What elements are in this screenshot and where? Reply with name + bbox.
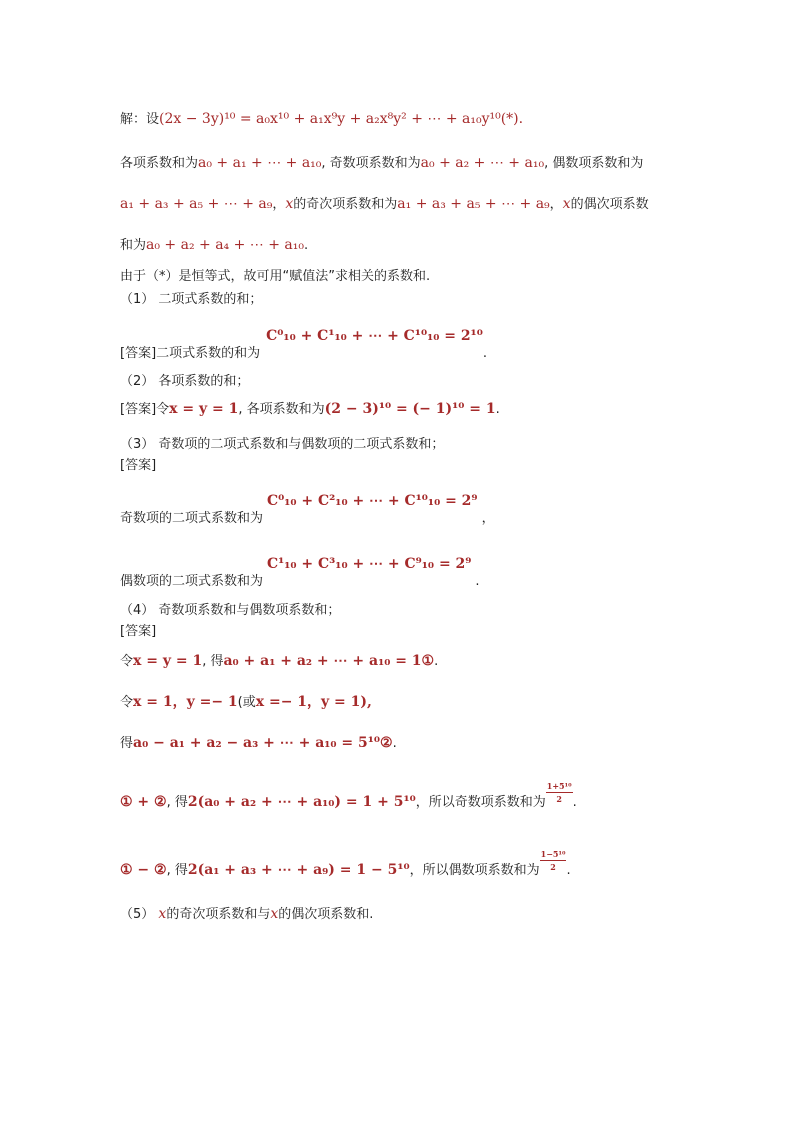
q4-line-5 bbox=[120, 849, 571, 883]
desc-math: a₁ + a₃ + a₅ + ⋯ + a₉ bbox=[397, 196, 550, 212]
q4-text: , 得 bbox=[202, 654, 224, 669]
desc-text: , 奇数项系数和为 bbox=[321, 156, 421, 171]
q2-answer-label: [答案]令 bbox=[120, 402, 170, 417]
desc-text: 各项系数和为 bbox=[120, 156, 199, 171]
intro-label: 解：设 bbox=[120, 112, 160, 127]
q4-math: x = y = 1 bbox=[133, 653, 203, 669]
q4-text: 令 bbox=[120, 654, 134, 669]
desc-var: x bbox=[562, 196, 571, 212]
q4-answer-label: [答案] bbox=[120, 624, 157, 639]
desc-line-3 bbox=[120, 234, 308, 253]
q4-fraction bbox=[546, 780, 573, 805]
desc-math: a₀ + a₁ + ⋯ + a₁₀ bbox=[198, 155, 322, 171]
fraction-numerator: 1+5¹⁰ bbox=[546, 781, 572, 791]
q4-math: ① + ② bbox=[120, 794, 167, 810]
q1-answer bbox=[120, 325, 487, 361]
q3-answer-label: [答案] bbox=[120, 458, 157, 473]
fraction-denominator: 2 bbox=[550, 862, 556, 872]
q4-text: . bbox=[392, 736, 397, 751]
desc-text: 的偶次项系数 bbox=[570, 197, 649, 212]
desc-math: a₀ + a₂ + ⋯ + a₁₀ bbox=[420, 155, 545, 171]
desc-text: 和为 bbox=[120, 238, 147, 253]
q1-math: C⁰₁₀ + C¹₁₀ + ⋯ + C¹⁰₁₀ = 2¹⁰ bbox=[266, 328, 483, 344]
fraction-numerator: 1−5¹⁰ bbox=[540, 849, 566, 859]
q4-math: a₀ − a₁ + a₂ − a₃ + ⋯ + a₁₀ = 5¹⁰② bbox=[133, 735, 393, 751]
q2-answer bbox=[120, 398, 500, 417]
desc-text: ， bbox=[272, 197, 286, 212]
q4-math: ① − ② bbox=[120, 862, 167, 878]
q4-title: （4） 奇数项系数和与偶数项系数和； bbox=[120, 603, 341, 618]
q4-text: 得 bbox=[120, 736, 134, 751]
desc-line-1 bbox=[120, 152, 643, 171]
q3-even-math: C¹₁₀ + C³₁₀ + ⋯ + C⁹₁₀ = 2⁹ bbox=[267, 556, 472, 572]
desc-text: 的奇次项系数和为 bbox=[293, 197, 398, 212]
q4-line-2 bbox=[120, 691, 372, 711]
desc-text: , 偶数项系数和为 bbox=[544, 156, 644, 171]
q1-title: （1） 二项式系数的和； bbox=[120, 292, 263, 307]
q5-text: （5） bbox=[120, 907, 159, 922]
q4-math: a₀ + a₁ + a₂ + ⋯ + a₁₀ = 1① bbox=[223, 653, 435, 669]
q4-math: 2(a₀ + a₂ + ⋯ + a₁₀) = 1 + 5¹⁰ bbox=[187, 794, 416, 810]
q2-end: . bbox=[495, 402, 500, 417]
q5-line bbox=[120, 903, 373, 922]
q4-text: , 得 bbox=[166, 863, 188, 878]
q3-even-end: . bbox=[475, 574, 480, 589]
q4-text: . bbox=[566, 863, 571, 878]
q1-end: . bbox=[482, 346, 487, 361]
q4-text: . bbox=[434, 654, 439, 669]
q4-fraction bbox=[540, 848, 567, 873]
q4-text: , 得 bbox=[166, 795, 188, 810]
q5-var: x bbox=[158, 906, 167, 922]
q5-text: 的奇次项系数和与 bbox=[166, 907, 271, 922]
desc-math: a₁ + a₃ + a₅ + ⋯ + a₉ bbox=[120, 196, 273, 212]
q4-text: ，所以奇数项系数和为 bbox=[415, 795, 546, 810]
q4-text: (或 bbox=[237, 695, 256, 710]
q4-line-3 bbox=[120, 732, 397, 751]
q3-odd bbox=[120, 490, 495, 526]
q1-answer-label: [答案]二项式系数的和为 bbox=[120, 346, 261, 361]
desc-text: ， bbox=[549, 197, 563, 212]
q4-math: x =− 1，y = 1), bbox=[255, 694, 372, 710]
q5-text: 的偶次项系数和. bbox=[278, 907, 374, 922]
q5-var: x bbox=[270, 906, 279, 922]
q4-math: 2(a₁ + a₃ + ⋯ + a₉) = 1 − 5¹⁰ bbox=[187, 862, 410, 878]
q2-title: （2） 各项系数的和； bbox=[120, 374, 250, 389]
desc-var: x bbox=[285, 196, 294, 212]
q4-text: ，所以偶数项系数和为 bbox=[409, 863, 540, 878]
desc-line-2 bbox=[120, 193, 649, 212]
q3-even-label: 偶数项的二项式系数和为 bbox=[120, 574, 264, 589]
q3-title: （3） 奇数项的二项式系数和与偶数项的二项式系数和； bbox=[120, 437, 445, 452]
fraction-denominator: 2 bbox=[556, 794, 562, 804]
q3-even bbox=[120, 553, 480, 589]
q4-line-4 bbox=[120, 781, 577, 815]
q3-odd-math: C⁰₁₀ + C²₁₀ + ⋯ + C¹⁰₁₀ = 2⁹ bbox=[267, 493, 478, 509]
q4-text: 令 bbox=[120, 695, 134, 710]
desc-math: a₀ + a₂ + a₄ + ⋯ + a₁₀ bbox=[146, 237, 304, 253]
q2-math: x = y = 1 bbox=[169, 401, 239, 417]
intro-math: (2x − 3y)¹⁰ = a₀x¹⁰ + a₁x⁹y + a₂x⁸y² + ⋯ + a₁₀y¹⁰(*). bbox=[159, 111, 524, 127]
q3-odd-end: ， bbox=[481, 511, 495, 526]
note-line: 由于（*）是恒等式，故可用“赋值法”求相关的系数和. bbox=[120, 269, 431, 284]
q4-line-1 bbox=[120, 650, 438, 669]
q4-math: x = 1，y =− 1 bbox=[133, 694, 238, 710]
q3-odd-label: 奇数项的二项式系数和为 bbox=[120, 511, 264, 526]
q2-math: (2 − 3)¹⁰ = (− 1)¹⁰ = 1 bbox=[324, 401, 496, 417]
desc-text: . bbox=[304, 238, 309, 253]
q4-text: . bbox=[572, 795, 577, 810]
intro-line bbox=[120, 108, 523, 127]
q2-text: , 各项系数和为 bbox=[238, 402, 325, 417]
